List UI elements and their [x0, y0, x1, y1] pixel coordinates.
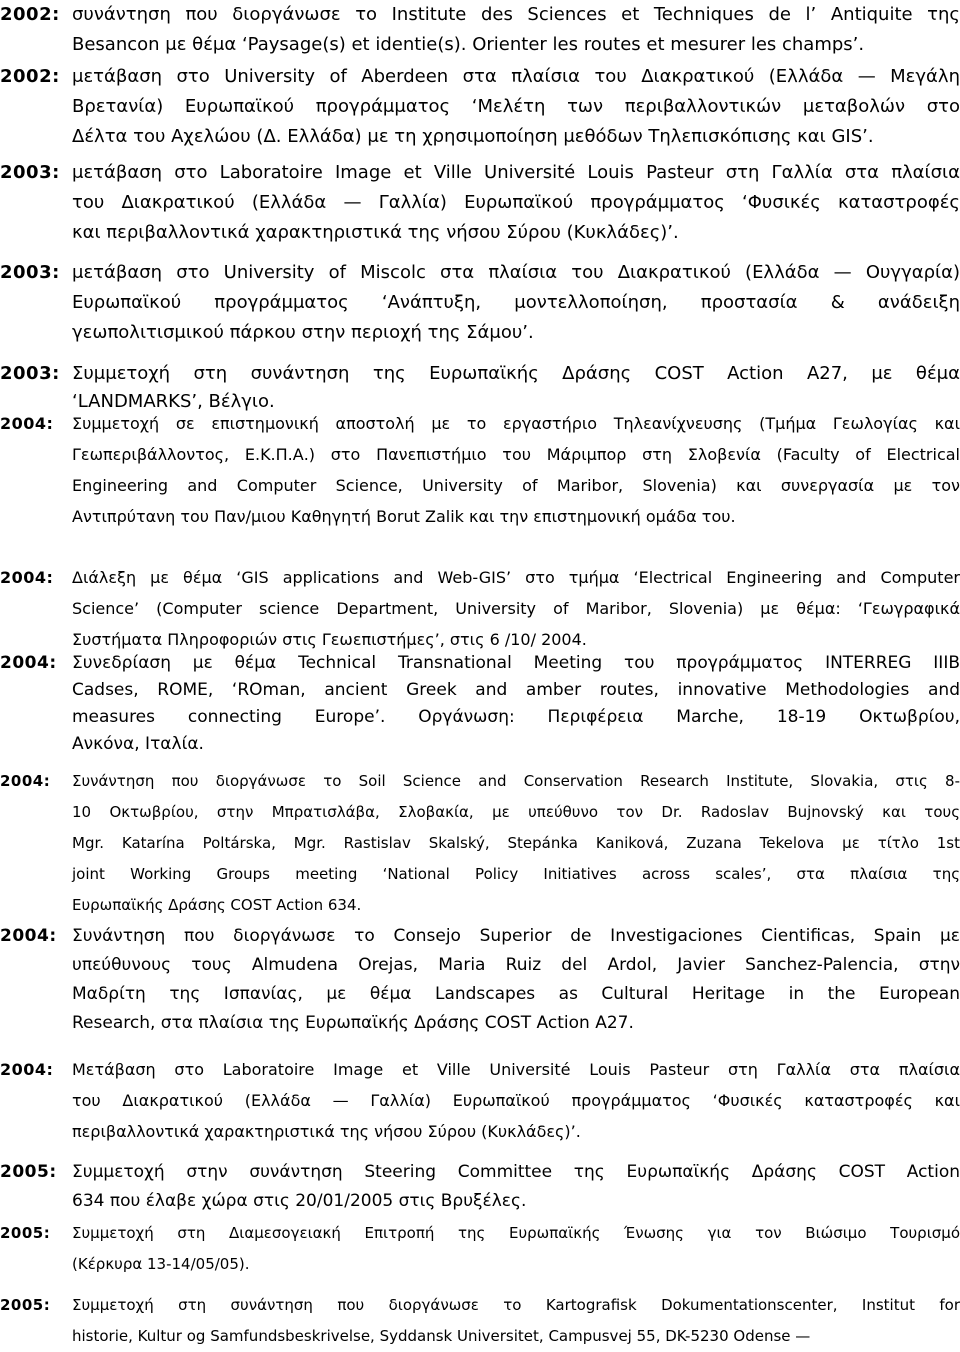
entry-first-line — [0, 408, 960, 439]
entry-first-line — [0, 922, 960, 951]
entry-line: υπεύθυνους τους Almudena Orejas, Maria Ruiz del Ardol, Javier Sanchez-Palencia, στην — [72, 955, 960, 975]
entry-line: Ευρωπαϊκού προγράμματος ‘Ανάπτυξη, μοντελλοποίηση, προστασία & ανάδειξη — [72, 292, 960, 313]
entry-year: 2004: — [0, 772, 51, 790]
entry-first-line — [0, 158, 960, 188]
entry-text: Συμμετοχή στη Διαμεσογειακή Επιτροπή της Ευρωπαϊκής Ένωσης για τον Βιώσιμο Τουρισμό — [72, 1224, 960, 1242]
entry-year: 2004: — [0, 926, 57, 946]
entry-line: και περιβαλλοντικά χαρακτηριστικά της νήσου Σύρου (Κυκλάδες)’. — [72, 222, 679, 243]
entry-text: συνάντηση που διοργάνωσε το Institute des Sciences et Techniques de l’ Antiquite της — [72, 4, 960, 25]
entry-line: Science’ (Computer science Department, University of Maribor, Slovenia) με θέμα: ‘Γεωγραφικά — [72, 599, 960, 618]
entry-line: Γεωπεριβάλλοντος, Ε.Κ.Π.Α.) στο Πανεπιστήμιο του Μάριμπορ στη Σλοβενία (Faculty of Electrical — [72, 445, 960, 464]
entry-year: 2005: — [0, 1296, 51, 1314]
entry-line: 10 Οκτωβρίου, στην Μπρατισλάβα, Σλοβακία, με υπεύθυνο τον Dr. Radoslav Bujnovský και τους — [72, 803, 960, 821]
entry-line: Ανκόνα, Ιταλία. — [72, 734, 204, 754]
entry-year: 2003: — [0, 262, 60, 283]
entry-text: Συμμετοχή σε επιστημονική αποστολή με το εργαστήριο Τηλεανίχνευσης (Τμήμα Γεωλογίας και — [72, 414, 960, 433]
entry-line: Συστήματα Πληροφοριών στις Γεωεπιστήμες’, στις 6 /10/ 2004. — [72, 630, 587, 649]
entry-line: περιβαλλοντικά χαρακτηριστικά της νήσου Σύρου (Κυκλάδες)’. — [72, 1122, 581, 1141]
entry-text: Συνεδρίαση με θέμα Technical Transnational Meeting του προγράμματος INTERREG IIIB — [72, 653, 960, 673]
entry-first-line — [0, 1218, 960, 1249]
entry-line: Μαδρίτη της Ισπανίας, με θέμα Landscapes as Cultural Heritage in the European — [72, 984, 960, 1004]
entry-year: 2004: — [0, 568, 54, 587]
entry-line: Research, στα πλαίσια της Ευρωπαϊκής Δράσης COST Action A27. — [72, 1013, 634, 1033]
entry-first-line — [0, 650, 960, 677]
entry-year: 2002: — [0, 66, 60, 87]
entry-line: του Διακρατικού (Ελλάδα — Γαλλία) Ευρωπαϊκού προγράμματος ‘Φυσικές καταστροφές — [72, 192, 960, 213]
entry-line: Besancon με θέμα ‘Paysage(s) et identie(s). Orienter les routes et mesurer les champs’. — [72, 34, 865, 55]
entry-text: Μετάβαση στο Laboratoire Image et Ville Université Louis Pasteur στη Γαλλία στα πλαίσια — [72, 1060, 960, 1079]
entry-text: μετάβαση στο University of Miscolc στα πλαίσια του Διακρατικού (Ελλάδα — Ουγγαρία) — [72, 262, 960, 283]
entry-text: Συνάντηση που διοργάνωσε το Consejo Superior de Investigaciones Cientificas, Spain με — [72, 926, 960, 946]
entry-line: Ευρωπαϊκής Δράσης COST Action 634. — [72, 896, 362, 914]
entry-text: Συμμετοχή στη συνάντηση που διοργάνωσε το Kartografisk Dokumentationscenter, Institut for — [72, 1296, 960, 1314]
entry-year: 2004: — [0, 653, 57, 673]
entry-first-line — [0, 766, 960, 797]
entry-line: 634 που έλαβε χώρα στις 20/01/2005 στις Βρυξέλες. — [72, 1191, 527, 1211]
entry-first-line — [0, 1290, 960, 1321]
entry-first-line — [0, 360, 960, 388]
entry-line: ‘LANDMARKS’, Βέλγιο. — [72, 391, 275, 412]
entry-line: measures connecting Europe’. Οργάνωση: Περιφέρεια Marche, 18-19 Οκτωβρίου, — [72, 707, 960, 727]
entry-text: Συμμετοχή στην συνάντηση Steering Committee της Ευρωπαϊκής Δράσης COST Action — [72, 1162, 960, 1182]
entry-text: Διάλεξη με θέμα ‘GIS applications and Web-GIS’ στο τμήμα ‘Electrical Engineering and Computer — [72, 568, 960, 587]
entry-line: joint Working Groups meeting ‘National Policy Initiatives across scales’, στα πλαίσια της — [72, 865, 960, 883]
entry-first-line — [0, 562, 960, 593]
entry-text: μετάβαση στο Laboratoire Image et Ville Université Louis Pasteur στη Γαλλία στα πλαίσια — [72, 162, 960, 183]
entry-line: Cadses, ROME, ‘ROman, ancient Greek and amber routes, innovative Methodologies and — [72, 680, 960, 700]
entry-year: 2005: — [0, 1224, 51, 1242]
entry-year: 2005: — [0, 1162, 57, 1182]
entry-text: Συμμετοχή στη συνάντηση της Ευρωπαϊκής Δράσης COST Action A27, με θέμα — [72, 363, 960, 384]
entry-year: 2003: — [0, 162, 60, 183]
entry-first-line — [0, 0, 960, 30]
entry-line: γεωπολιτισμικού πάρκου στην περιοχή της Σάμου’. — [72, 322, 534, 343]
entry-line: Mgr. Katarína Poltárska, Mgr. Rastislav Skalský, Stepánka Kaniková, Zuzana Tekelova με τίτλο 1st — [72, 834, 960, 852]
entry-line: Βρετανία) Ευρωπαϊκού προγράμματος ‘Μελέτη των περιβαλλοντικών μεταβολών στο — [72, 96, 960, 117]
entry-line: Engineering and Computer Science, University of Maribor, Slovenia) και συνεργασία με τον — [72, 476, 960, 495]
entry-text: μετάβαση στο University of Aberdeen στα πλαίσια του Διακρατικού (Ελλάδα — Μεγάλη — [72, 66, 960, 87]
entry-first-line — [0, 258, 960, 288]
entry-text: Συνάντηση που διοργάνωσε το Soil Science and Conservation Research Institute, Slovakia, στις 8- — [72, 772, 960, 790]
entry-year: 2004: — [0, 1060, 54, 1079]
entry-first-line — [0, 1158, 960, 1187]
entry-year: 2003: — [0, 363, 60, 384]
entry-line: του Διακρατικού (Ελλάδα — Γαλλία) Ευρωπαϊκού προγράμματος ‘Φυσικές καταστροφές και — [72, 1091, 960, 1110]
entry-year: 2004: — [0, 414, 54, 433]
entry-line: historie, Kultur og Samfundsbeskrivelse, Syddansk Universitet, Campusvej 55, DK-5230 Odense — — [72, 1327, 811, 1345]
entry-line: (Κέρκυρα 13-14/05/05). — [72, 1255, 250, 1273]
entry-first-line — [0, 62, 960, 92]
entry-year: 2002: — [0, 4, 60, 25]
entry-first-line — [0, 1054, 960, 1085]
entry-line: Αντιπρύτανη του Παν/μιου Καθηγητή Borut Zalik και την επιστημονική ομάδα του. — [72, 507, 736, 526]
entry-line: Δέλτα του Αχελώου (Δ. Ελλάδα) με τη χρησιμοποίηση μεθόδων Τηλεπισκόπισης και GIS’. — [72, 126, 874, 147]
